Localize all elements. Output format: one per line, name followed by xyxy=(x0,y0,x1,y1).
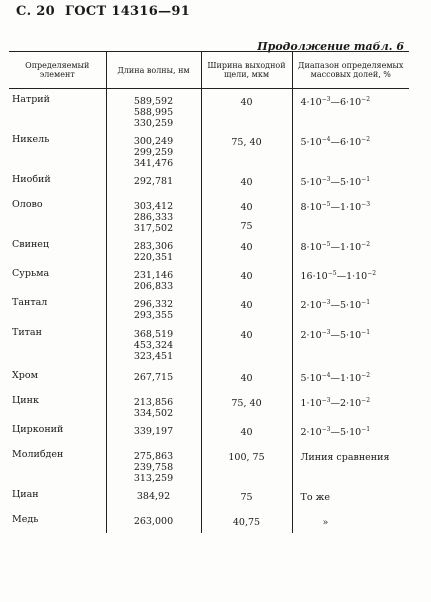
mass-fraction-range-cell: $2\cdot 10^{-3}—5\cdot 10^{-1}$ xyxy=(292,322,409,365)
wavelength-cell xyxy=(106,234,201,263)
table-row xyxy=(9,89,409,130)
wavelength-value: 206,833 xyxy=(133,281,174,292)
column-header-wavelength: Длина волны, нм xyxy=(106,52,201,89)
column-header-mass-fraction-range: Диапазон определяемых массовых долей, % xyxy=(292,52,409,89)
table-row xyxy=(9,365,409,390)
wavelength-cell xyxy=(106,129,201,169)
column-header-element: Определяемый элемент xyxy=(9,52,106,89)
wavelength-cell xyxy=(106,322,201,365)
slit-width-cell: 100, 75 xyxy=(201,444,292,484)
slit-width-cell: 75, 40 xyxy=(201,129,292,169)
table-continuation-label: Продолжение табл. 6 xyxy=(257,40,404,53)
wavelength-value: 283,306 xyxy=(133,241,174,252)
element-name-cell: Цинк xyxy=(12,395,39,406)
element-name-cell: Олово xyxy=(12,199,43,210)
spectral-lines-table xyxy=(9,51,409,533)
wavelength-value: 323,451 xyxy=(133,351,174,362)
element-name-cell: Медь xyxy=(12,514,39,525)
wavelength-value: 453,324 xyxy=(133,340,174,351)
element-name-cell: Хром xyxy=(12,370,38,381)
mass-fraction-range-cell: $1\cdot 10^{-3}—2\cdot 10^{-2}$ xyxy=(292,390,409,419)
mass-fraction-range-cell: Линия сравнения xyxy=(292,444,409,484)
wavelength-cell xyxy=(106,365,201,390)
slit-width-cell: 40 xyxy=(201,234,292,263)
mass-fraction-range-cell: $2\cdot 10^{-3}—5\cdot 10^{-1}$ xyxy=(292,419,409,444)
slit-width-cell: 40 xyxy=(201,263,292,292)
wavelength-value: 293,355 xyxy=(133,310,174,321)
mass-fraction-range-cell: $2\cdot 10^{-3}—5\cdot 10^{-1}$ xyxy=(292,292,409,322)
wavelength-value: 292,781 xyxy=(133,176,174,187)
table-row xyxy=(9,444,409,484)
table-row xyxy=(9,234,409,263)
slit-width-value: 40 xyxy=(240,202,253,213)
wavelength-cell xyxy=(106,292,201,322)
mass-fraction-range-cell: $5\cdot 10^{-3}—5\cdot 10^{-1}$ xyxy=(292,169,409,194)
mass-fraction-range-cell: $5\cdot 10^{-4}—6\cdot 10^{-2}$ xyxy=(292,129,409,169)
mass-fraction-range-cell: $8\cdot 10^{-5}—1\cdot 10^{-3}$ xyxy=(292,194,409,234)
slit-width-cell: 75 xyxy=(201,484,292,509)
element-name-cell: Цирконий xyxy=(12,424,64,435)
wavelength-value: 275,863 xyxy=(133,451,174,462)
wavelength-value: 330,259 xyxy=(133,118,174,129)
table-row xyxy=(9,129,409,169)
wavelength-cell xyxy=(106,484,201,509)
mass-fraction-range-cell: $8\cdot 10^{-5}—1\cdot 10^{-2}$ xyxy=(292,234,409,263)
table-row xyxy=(9,322,409,365)
wavelength-cell xyxy=(106,169,201,194)
element-name-cell: Свинец xyxy=(12,239,50,250)
table-row xyxy=(9,484,409,509)
wavelength-value: 213,856 xyxy=(133,397,174,408)
wavelength-value: 220,351 xyxy=(133,252,174,263)
wavelength-cell xyxy=(106,390,201,419)
slit-width-cell: 40 xyxy=(201,89,292,130)
table-row xyxy=(9,263,409,292)
wavelength-value: 334,502 xyxy=(133,408,174,419)
slit-width-cell: 40 xyxy=(201,292,292,322)
wavelength-cell xyxy=(106,419,201,444)
wavelength-value: 368,519 xyxy=(133,329,174,340)
wavelength-value: 299,259 xyxy=(133,147,174,158)
slit-width-value: 75 xyxy=(240,221,253,232)
wavelength-value: 231,146 xyxy=(133,270,174,281)
table-row xyxy=(9,390,409,419)
wavelength-cell xyxy=(106,509,201,533)
wavelength-value: 341,476 xyxy=(133,158,174,169)
mass-fraction-range-cell: » xyxy=(292,509,409,533)
wavelength-value: 267,715 xyxy=(133,372,174,383)
table-row xyxy=(9,169,409,194)
slit-width-cell: 40 xyxy=(201,169,292,194)
slit-width-cell: 75, 40 xyxy=(201,390,292,419)
column-header-slit-width: Ширина выходной щели, мкм xyxy=(201,52,292,89)
table-row xyxy=(9,292,409,322)
element-name-cell: Тантал xyxy=(12,297,48,308)
slit-width-cell: 40 xyxy=(201,419,292,444)
element-name-cell: Натрий xyxy=(12,94,50,105)
wavelength-cell xyxy=(106,194,201,234)
wavelength-value: 296,332 xyxy=(133,299,174,310)
element-name-cell: Сурьма xyxy=(12,268,50,279)
element-name-cell: Никель xyxy=(12,134,50,145)
wavelength-value: 339,197 xyxy=(133,426,174,437)
wavelength-value: 263,000 xyxy=(133,516,174,527)
element-name-cell: Титан xyxy=(12,327,42,338)
slit-width-cell: 40,75 xyxy=(201,509,292,533)
wavelength-value: 588,995 xyxy=(133,107,174,118)
element-name-cell: Циан xyxy=(12,489,39,500)
table-header-row xyxy=(9,52,409,89)
table-row xyxy=(9,509,409,533)
wavelength-value: 317,502 xyxy=(133,223,174,234)
wavelength-value: 239,758 xyxy=(133,462,174,473)
table-row xyxy=(9,194,409,234)
page-number: С. 20 xyxy=(16,4,55,19)
element-name-cell: Молибден xyxy=(12,449,64,460)
wavelength-value: 303,412 xyxy=(133,201,174,212)
wavelength-cell xyxy=(106,444,201,484)
slit-width-cell: 40 xyxy=(201,322,292,365)
wavelength-cell xyxy=(106,263,201,292)
mass-fraction-range-cell: $5\cdot 10^{-4}—1\cdot 10^{-2}$ xyxy=(292,365,409,390)
wavelength-value: 384,92 xyxy=(136,491,171,502)
wavelength-value: 300,249 xyxy=(133,136,174,147)
mass-fraction-range-cell: То же xyxy=(292,484,409,509)
mass-fraction-range-cell: $4\cdot 10^{-3}—6\cdot 10^{-2}$ xyxy=(292,89,409,130)
table-row xyxy=(9,419,409,444)
slit-width-cell xyxy=(201,194,292,234)
slit-width-cell: 40 xyxy=(201,365,292,390)
standard-number: ГОСТ 14316—91 xyxy=(65,4,191,19)
element-name-cell: Ниобий xyxy=(12,174,51,185)
wavelength-value: 313,259 xyxy=(133,473,174,484)
page-header xyxy=(16,4,190,19)
wavelength-value: 589,592 xyxy=(133,96,174,107)
wavelength-value: 286,333 xyxy=(133,212,174,223)
wavelength-cell xyxy=(106,89,201,130)
mass-fraction-range-cell: $16\cdot 10^{-5}—1\cdot 10^{-2}$ xyxy=(292,263,409,292)
